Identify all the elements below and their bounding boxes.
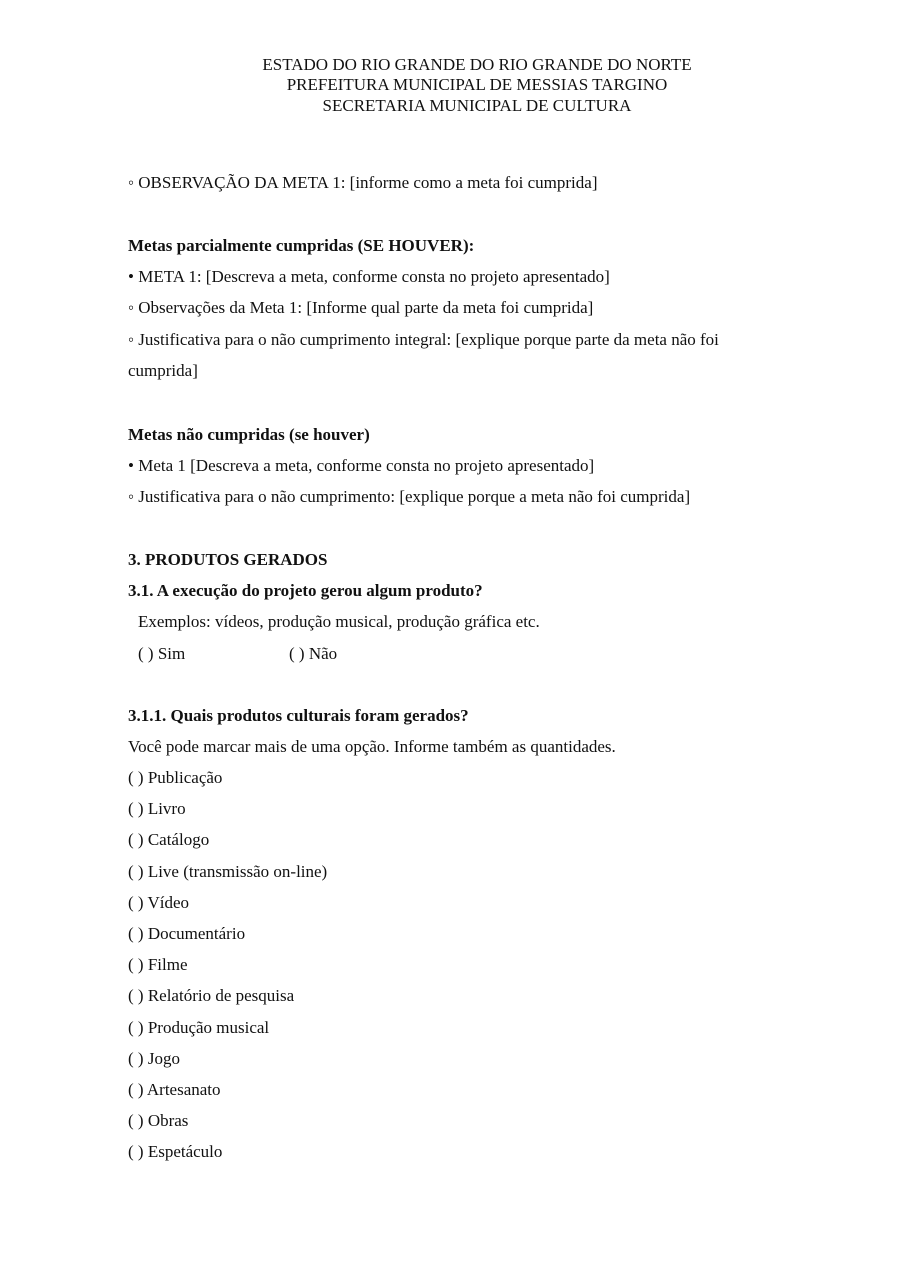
header-line-1: ESTADO DO RIO GRANDE DO RIO GRANDE DO NORTE: [262, 55, 692, 74]
product-option[interactable]: ( ) Produção musical: [128, 1017, 270, 1037]
parciais-meta: • META 1: [Descreva a meta, conforme consta no projeto apresentado]: [128, 267, 610, 286]
product-option[interactable]: ( ) Artesanato: [128, 1080, 221, 1099]
product-option[interactable]: ( ) Relatório de pesquisa: [128, 986, 295, 1006]
product-option[interactable]: ( ) Obras: [128, 1111, 189, 1131]
parciais-obs: ◦ Observações da Meta 1: [Informe qual parte da meta foi cumprida]: [128, 298, 594, 317]
product-option[interactable]: ( ) Espetáculo: [128, 1142, 223, 1162]
parciais-title: Metas parcialmente cumpridas (SE HOUVER):: [128, 236, 475, 255]
product-option[interactable]: ( ) Livro: [128, 799, 186, 819]
produtos-question: 3.1. A execução do projeto gerou algum produto?: [128, 581, 483, 600]
parciais-justificativa: ◦ Justificativa para o não cumprimento integral: [explique porque parte da meta não foi: [128, 330, 719, 349]
produtos-culturais-question: 3.1.1. Quais produtos culturais foram gerados?: [128, 706, 469, 725]
produtos-culturais-hint: Você pode marcar mais de uma opção. Informe também as quantidades.: [128, 737, 616, 756]
produtos-title: 3. PRODUTOS GERADOS: [128, 550, 328, 569]
header-line-3: SECRETARIA MUNICIPAL DE CULTURA: [322, 96, 632, 115]
product-option[interactable]: ( ) Catálogo: [128, 830, 210, 850]
nao-cumpridas-title: Metas não cumpridas (se houver): [128, 425, 370, 444]
product-option[interactable]: ( ) Vídeo: [128, 892, 190, 912]
produtos-examples: Exemplos: vídeos, produção musical, produção gráfica etc.: [138, 612, 540, 631]
nao-cumpridas-justificativa: ◦ Justificativa para o não cumprimento: [explique porque a meta não foi cumprida]: [128, 487, 691, 506]
product-option[interactable]: ( ) Live (transmissão on-line): [128, 861, 328, 881]
product-option[interactable]: ( ) Publicação: [128, 768, 223, 787]
product-option[interactable]: ( ) Filme: [128, 955, 188, 975]
nao-cumpridas-meta: • Meta 1 [Descreva a meta, conforme consta no projeto apresentado]: [128, 456, 595, 475]
option-sim[interactable]: ( ) Sim: [138, 644, 186, 663]
product-option[interactable]: ( ) Jogo: [128, 1048, 180, 1068]
parciais-justificativa-cont: cumprida]: [128, 361, 198, 380]
product-option[interactable]: ( ) Documentário: [128, 924, 246, 943]
option-nao[interactable]: ( ) Não: [289, 644, 338, 663]
header-line-2: PREFEITURA MUNICIPAL DE MESSIAS TARGINO: [286, 75, 668, 94]
observacao-meta: ◦ OBSERVAÇÃO DA META 1: [informe como a meta foi cumprida]: [128, 173, 598, 192]
